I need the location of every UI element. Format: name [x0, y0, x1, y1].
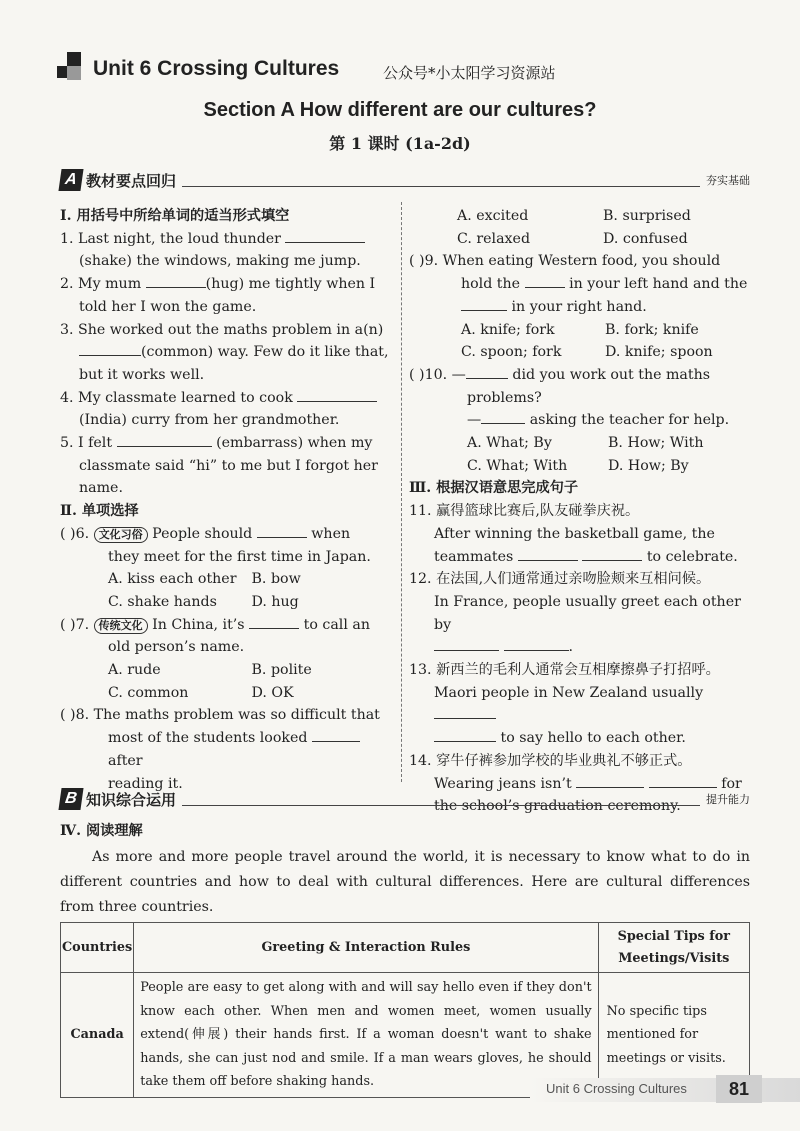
section-b-title: 知识综合运用 — [86, 790, 177, 809]
answer-blank[interactable] — [434, 727, 496, 742]
answer-blank[interactable] — [582, 546, 642, 561]
q11-chinese: 11. 赢得篮球比赛后,队友碰拳庆祝。 — [409, 503, 640, 520]
option[interactable]: B. fork; knife — [605, 321, 699, 338]
q4: 4. My classmate learned to cook — [60, 387, 395, 410]
q13-chinese: 13. 新西兰的毛利人通常会互相摩擦鼻子打招呼。 — [409, 662, 720, 679]
q10-options — [409, 432, 749, 455]
part4-heading: Ⅳ. 阅读理解 — [60, 823, 143, 839]
q8-options — [409, 228, 749, 251]
q14-line1: Wearing jeans isn’t for — [409, 773, 749, 796]
q8-options — [409, 205, 749, 228]
option[interactable]: D. knife; spoon — [605, 344, 713, 361]
answer-blank[interactable] — [518, 546, 578, 561]
q1-line2: (shake) the windows, making me jump. — [79, 253, 361, 270]
answer-blank[interactable] — [434, 636, 499, 651]
option[interactable]: A. What; By — [467, 435, 552, 452]
q7-options — [60, 682, 395, 705]
q9-options — [409, 319, 749, 342]
answer-blank[interactable] — [466, 364, 508, 379]
option[interactable]: C. What; With — [467, 457, 568, 474]
section-b-right: 提升能力 — [706, 793, 750, 806]
left-column — [60, 205, 395, 795]
option[interactable]: B. bow — [251, 571, 301, 588]
answer-blank[interactable] — [249, 614, 299, 629]
section-title: Section A How different are our cultures? — [203, 99, 597, 121]
q3: 3. She worked out the maths problem in a(n) — [60, 321, 384, 338]
table-header: Greeting & Interaction Rules — [134, 923, 598, 973]
q14-line2: the school’s graduation ceremony. — [434, 798, 681, 815]
option[interactable]: D. How; By — [608, 457, 689, 474]
q11-line2: teammates to celebrate. — [409, 546, 749, 569]
answer-blank[interactable] — [576, 773, 644, 788]
answer-blank[interactable] — [481, 409, 525, 424]
option[interactable]: C. shake hands — [108, 593, 217, 610]
q8-line2: most of the students looked after — [60, 727, 395, 772]
table-cell: No specific tips mentioned for meetings or visits. — [598, 973, 749, 1098]
option[interactable]: D. confused — [603, 230, 688, 247]
section-a-title: 教材要点回归 — [86, 171, 177, 190]
table-header: Countries — [61, 923, 134, 973]
answer-blank[interactable] — [297, 387, 377, 402]
option[interactable]: C. relaxed — [457, 230, 531, 247]
page-number: 81 — [716, 1075, 762, 1103]
option[interactable]: D. OK — [251, 684, 294, 701]
column-divider — [401, 202, 402, 782]
option[interactable]: A. excited — [457, 208, 529, 224]
answer-blank[interactable] — [285, 228, 365, 243]
q13-line1: Maori people in New Zealand usually — [409, 682, 749, 727]
q10-line3: — asking the teacher for help. — [409, 409, 749, 432]
answer-blank[interactable] — [79, 341, 141, 356]
answer-blank[interactable] — [312, 727, 360, 742]
q7-options — [60, 659, 395, 682]
q6-line2: they meet for the first time in Japan. — [108, 548, 371, 565]
answer-blank[interactable] — [525, 273, 565, 288]
option[interactable]: D. hug — [251, 593, 299, 610]
q9-options — [409, 341, 749, 364]
q10-options — [409, 455, 749, 478]
table-cell: People are easy to get along with and will say hello even if they don't know each other. When men and women meet, women usually extend(伸展) their hands first. If a woman doesn't want to shake hands, she can just nod and smile. If a man wears gloves, he should take them off before shaking hands. — [134, 973, 598, 1098]
q6-options — [60, 591, 395, 614]
divider — [182, 174, 700, 187]
lesson-label: 第 1 课时 (1a-2d) — [329, 134, 471, 153]
q8-line3: reading it. — [108, 775, 183, 792]
q11-line1: After winning the basketball game, the — [434, 525, 715, 542]
part2-heading: Ⅱ. 单项选择 — [60, 503, 139, 520]
answer-blank[interactable] — [434, 704, 496, 719]
q1: 1. Last night, the loud thunder — [60, 228, 395, 251]
q8: ( )8. The maths problem was so difficult that — [60, 707, 380, 724]
culture-table — [60, 922, 750, 1098]
unit-title: Unit 6 Crossing Cultures — [93, 57, 340, 80]
option[interactable]: A. knife; fork — [461, 321, 555, 338]
q10: ( )10. — did you work out the maths — [409, 364, 749, 387]
section-a-right: 夯实基础 — [706, 174, 750, 187]
q9-line3: in your right hand. — [409, 296, 749, 319]
option[interactable]: A. kiss each other — [108, 571, 237, 588]
q6: ( )6. 文化习俗 People should when — [60, 523, 395, 546]
q3-line2: (common) way. Few do it like that, — [60, 341, 395, 364]
q3-line3: but it works well. — [79, 366, 205, 383]
watermark-text: 公众号*小太阳学习资源站 — [383, 64, 556, 82]
table-cell: Canada — [61, 973, 134, 1098]
option[interactable]: C. spoon; fork — [461, 344, 562, 361]
answer-blank[interactable] — [146, 273, 206, 288]
table-header: Special Tips for Meetings/Visits — [598, 923, 749, 973]
answer-blank[interactable] — [117, 432, 212, 447]
section-a-bar — [60, 168, 750, 192]
q12-chinese: 12. 在法国,人们通常通过亲吻脸颊来互相问候。 — [409, 571, 711, 588]
right-column — [409, 205, 749, 818]
q2: 2. My mum (hug) me tightly when I — [60, 273, 395, 296]
part3-heading: Ⅲ. 根据汉语意思完成句子 — [409, 480, 579, 497]
option[interactable]: B. surprised — [603, 208, 691, 224]
q4-line2: (India) curry from her grandmother. — [79, 412, 340, 429]
option[interactable]: B. polite — [251, 662, 312, 679]
footer-label: Unit 6 Crossing Cultures — [546, 1081, 687, 1096]
section-a-badge: A — [58, 169, 83, 191]
option[interactable]: B. How; With — [608, 435, 704, 452]
q5-line2: classmate said “hi” to me but I forgot her — [79, 457, 378, 474]
q14-chinese: 14. 穿牛仔裤参加学校的毕业典礼不够正式。 — [409, 752, 692, 769]
option[interactable]: A. rude — [108, 662, 161, 679]
answer-blank[interactable] — [461, 296, 507, 311]
answer-blank[interactable] — [649, 773, 717, 788]
q12-line1: In France, people usually greet each other by — [434, 593, 741, 633]
section-b-bar — [60, 787, 750, 811]
answer-blank[interactable] — [504, 636, 569, 651]
divider — [182, 793, 700, 806]
q2-line2: told her I won the game. — [79, 298, 257, 315]
q5-line3: name. — [79, 480, 123, 497]
option[interactable]: C. common — [108, 684, 189, 701]
q9: ( )9. When eating Western food, you should — [409, 253, 721, 270]
section-b-badge: B — [58, 788, 83, 810]
q7: ( )7. 传统文化 In China, it’s to call an — [60, 614, 395, 637]
q6-options — [60, 568, 395, 591]
culture-tag: 传统文化 — [94, 618, 148, 634]
q12-line2: . — [409, 636, 749, 659]
answer-blank[interactable] — [257, 523, 307, 538]
part1-heading: Ⅰ. 用括号中所给单词的适当形式填空 — [60, 208, 290, 224]
q7-line2: old person’s name. — [108, 639, 245, 656]
q9-line2: hold the in your left hand and the — [409, 273, 749, 296]
q13-line2: to say hello to each other. — [409, 727, 749, 750]
culture-tag: 文化习俗 — [94, 527, 148, 543]
reading-intro: As more and more people travel around the world, it is necessary to know what to do in different countries and how to deal with cultural differences. Here are cultural differences from three countries. — [60, 849, 750, 915]
q10-line2: problems? — [467, 389, 542, 406]
q5: 5. I felt (embarrass) when my — [60, 432, 395, 455]
